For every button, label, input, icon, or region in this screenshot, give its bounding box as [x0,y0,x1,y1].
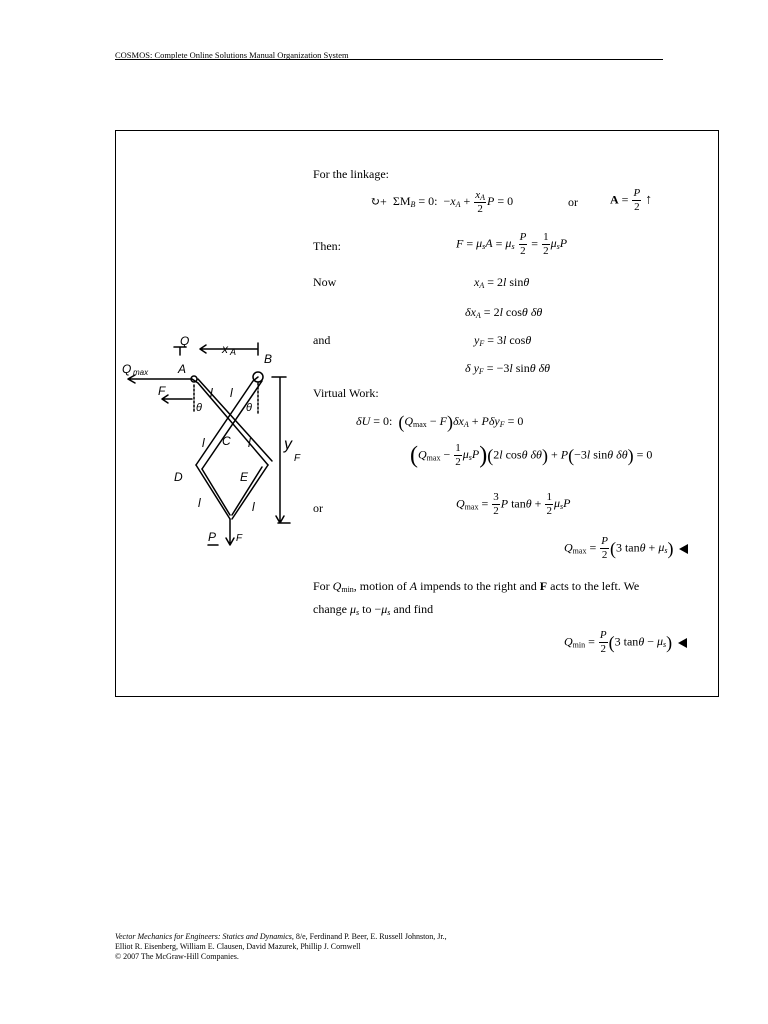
p-arrow [226,519,234,545]
f-arrow [162,395,192,403]
point-B-marker [174,347,186,355]
header-title: COSMOS: Complete Online Solutions Manual Organization System [115,50,349,60]
link-D-to-P [196,465,230,519]
answer-marker [679,544,688,554]
fig-label-l-4: l [248,436,251,450]
footer-book-title: Vector Mechanics for Engineers: Statics and Dynamics [115,932,292,941]
fig-label-C: C [222,434,231,448]
text-for-linkage: For the linkage: [313,167,389,181]
text-then: Then: [313,239,341,253]
fig-label-F: F [158,384,166,398]
eq-qmax-final: $Q_{max}$ = $\frac{P}{2}$ (3 $\tan\theta + \mu_s$) [564,536,688,561]
fig-label-E: E [240,470,249,484]
fig-label-l-5: l [198,496,201,510]
fig-label-l-2: l [230,386,233,400]
eq-moment-B: ↻+ $\Sigma M_B = 0$: $-x_A$ + $\frac{x_A}{2}$ P = 0 [370,189,514,215]
eq-qmin-final: $Q_{min}$ = $\frac{P}{2}$ (3 $\tan\theta - \mu_s$) [564,630,687,655]
link-B-to-D [196,377,258,465]
text-and: and [313,333,331,347]
footer-copyright: © 2007 The McGraw-Hill Companies. [115,952,239,961]
answer-marker-2 [678,638,687,648]
footer-authors-2: Elliot R. Eisenberg, William E. Clausen, David Mazurek, Phillip J. Cornwell [115,942,361,951]
fig-label-max: max [133,368,149,377]
text-or-1: or [568,195,578,209]
eq-virtual-work: δU = 0: $(Q_{max} - F)\delta x_A + P\delta y_F = 0$ [356,412,524,432]
fig-label-Q: Q [122,362,132,376]
fig-label-theta-right: θ [246,402,252,414]
header-rule [115,59,663,60]
fig-label-theta-left: θ [196,402,202,414]
text-qmin-line2: change $\mu_s$ to $-\mu_s$ and find [313,602,434,617]
fig-label-l-6: l [252,500,255,514]
eq-qmax-1: $Q_{max}$ = $\frac{3}{2}$ P tanθ + $\frac{1}{2}$ $\mu_sP$ [456,491,571,517]
fig-label-y-sub-F: F [294,453,301,464]
label-A-bold: A [610,192,619,207]
fig-label-D: D [174,470,183,484]
eq-yF: $y_F = 3l$ cosθ [474,333,532,348]
xA-dimension [200,343,258,355]
fig-label-l-3: l [202,436,205,450]
text-or-2: or [313,501,323,515]
fig-label-y: y [284,436,292,453]
eq-virtual-work-expanded: ($Q_{max}$ − $\frac{1}{2}$ $\mu_sP)(2l$ cosθ δθ) + P(−3l sinθ δθ) = 0 [410,442,653,469]
fig-label-F-bottom: F [236,533,243,544]
footer [115,932,447,962]
fig-label-A: A [178,362,187,376]
fig-label-l-1: l [210,386,213,400]
text-qmin-line1: For $Q_{min}$, motion of A impends to the right and F acts to the left. We [313,579,640,594]
text-now: Now [313,275,337,289]
text-virtual-work: Virtual Work: [313,386,379,400]
eq-friction-F: $F = \mu_sA = \mu_s$ $\frac{P}{2}$ = $\frac{1}{2}$ $\mu_sP$ [456,231,568,257]
fig-label-x-sub-A: A [230,347,237,357]
link-E-to-P [232,465,268,519]
linkage-figure [118,335,314,555]
footer-authors-1: , 8/e, Ferdinand P. Beer, E. Russell Johnston, Jr., [291,932,447,941]
fig-label-P: P [208,530,217,544]
eq-delta-yF: δ $y_F = -3l$ sinθ δθ [465,361,551,376]
fig-label-B: B [264,352,273,366]
fig-label-x: x [222,342,228,356]
fig-label-B-top: Q [180,335,190,348]
eq-result-A: A = $\frac{P}{2}$ ↑ [610,187,653,213]
eq-delta-xA: $\delta x_A = 2l$ cosθ δθ [465,305,543,320]
eq-xA: $x_A = 2l$ sinθ [474,275,530,290]
